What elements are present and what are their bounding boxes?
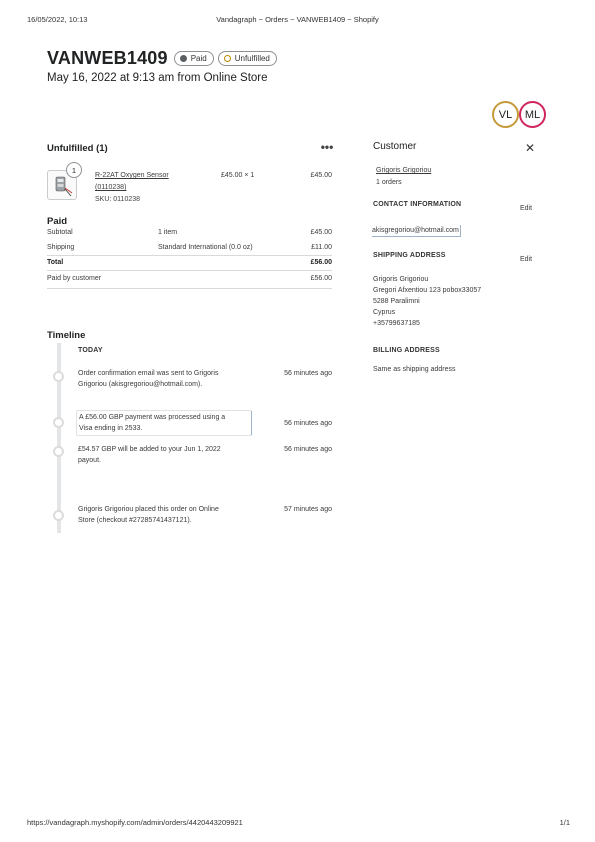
status-ring-icon bbox=[224, 55, 231, 62]
divider bbox=[47, 270, 332, 271]
product-line-total: £45.00 bbox=[310, 172, 332, 179]
product-price-quantity: £45.00 × 1 bbox=[221, 172, 255, 179]
avatar-initials: ML bbox=[524, 108, 541, 121]
timeline-event-line: Order confirmation email was sent to Grigoris bbox=[78, 370, 219, 377]
address-line: Grigoris Grigoriou bbox=[373, 276, 429, 283]
timeline-dot bbox=[53, 446, 64, 457]
address-line: 5288 Paralimni bbox=[373, 298, 420, 305]
subtotal-detail: 1 item bbox=[158, 229, 178, 236]
timeline-heading: Timeline bbox=[47, 330, 86, 341]
timeline-event-line: Store (checkout #27285741437121). bbox=[78, 517, 192, 524]
paid-by-customer-amount: £56.00 bbox=[310, 275, 332, 282]
shipping-amount: £11.00 bbox=[311, 244, 332, 251]
address-line: +35799637185 bbox=[373, 320, 420, 327]
fulfillment-status-label: Unfulfilled bbox=[234, 54, 270, 63]
contact-edit-link[interactable]: Edit bbox=[520, 205, 533, 212]
divider bbox=[47, 255, 332, 256]
divider bbox=[47, 288, 332, 289]
subtotal-label: Subtotal bbox=[47, 229, 73, 236]
timeline-event-line: A £56.00 GBP payment was processed using a bbox=[79, 414, 226, 421]
address-line: Gregori Afxentiou 123 pobox33057 bbox=[373, 287, 482, 294]
shipping-address-block bbox=[373, 274, 481, 329]
shipping-address-heading: SHIPPING ADDRESS bbox=[373, 252, 446, 259]
total-label: Total bbox=[47, 259, 64, 266]
timeline-event-line: Grigoris Grigoriou placed this order on Online bbox=[78, 506, 219, 513]
subtotal-amount: £45.00 bbox=[310, 229, 332, 236]
avatar[interactable] bbox=[519, 101, 546, 128]
shipping-label: Shipping bbox=[47, 244, 75, 251]
avatar[interactable] bbox=[492, 101, 519, 128]
customer-name-link[interactable]: Grigoris Grigoriou bbox=[376, 167, 432, 174]
timeline-event-time: 56 minutes ago bbox=[284, 446, 332, 453]
ellipsis-icon[interactable]: ••• bbox=[320, 140, 334, 154]
close-icon[interactable]: ✕ bbox=[524, 140, 536, 155]
timeline-dot bbox=[53, 510, 64, 521]
product-name-link[interactable]: R-22AT Oxygen Sensor bbox=[95, 172, 169, 179]
unfulfilled-heading: Unfulfilled (1) bbox=[47, 143, 108, 154]
print-datetime: 16/05/2022, 10:13 bbox=[27, 15, 88, 24]
payment-status-label: Paid bbox=[190, 54, 207, 63]
payment-status-badge bbox=[174, 51, 214, 66]
customer-email-link[interactable]: akisgregoriou@hotmail.com bbox=[372, 225, 461, 237]
order-subtitle: May 16, 2022 at 9:13 am from Online Store bbox=[47, 72, 268, 84]
timeline-event-line: Visa ending in 2533. bbox=[79, 425, 143, 432]
billing-address-heading: BILLING ADDRESS bbox=[373, 347, 440, 354]
print-page-number: 1/1 bbox=[559, 818, 570, 827]
fulfillment-status-badge bbox=[218, 51, 277, 66]
timeline-event-time: 56 minutes ago bbox=[284, 370, 332, 377]
timeline-day-label: TODAY bbox=[78, 347, 103, 354]
order-title-row bbox=[47, 48, 277, 69]
product-code-link[interactable]: (0110238) bbox=[95, 184, 127, 191]
timeline-event-time: 57 minutes ago bbox=[284, 506, 332, 513]
timeline-event-line: Grigoriou (akisgregoriou@hotmail.com). bbox=[78, 381, 203, 388]
print-page-title: Vandagraph ~ Orders ~ VANWEB1409 ~ Shopify bbox=[216, 15, 379, 24]
timeline-event-line: payout. bbox=[78, 457, 101, 464]
avatar-initials: VL bbox=[498, 108, 513, 121]
timeline-dot bbox=[53, 417, 64, 428]
shipping-edit-link[interactable]: Edit bbox=[520, 256, 533, 263]
product-sku: SKU: 0110238 bbox=[95, 196, 141, 203]
order-number: VANWEB1409 bbox=[47, 48, 168, 68]
paid-heading: Paid bbox=[47, 216, 68, 227]
timeline-event-text bbox=[78, 504, 219, 526]
shipping-detail: Standard International (0.0 oz) bbox=[158, 244, 253, 251]
customer-heading: Customer bbox=[373, 141, 417, 152]
contact-information-heading: CONTACT INFORMATION bbox=[373, 201, 462, 208]
timeline-event-text bbox=[78, 444, 221, 466]
paid-by-customer-label: Paid by customer bbox=[47, 275, 102, 282]
status-dot-icon bbox=[180, 55, 187, 62]
timeline-event-payment[interactable] bbox=[76, 410, 252, 436]
quantity-badge: 1 bbox=[66, 162, 82, 178]
billing-address-text: Same as shipping address bbox=[373, 366, 456, 373]
address-line: Cyprus bbox=[373, 309, 396, 316]
timeline-event-time: 56 minutes ago bbox=[284, 420, 332, 427]
timeline-event-text bbox=[78, 368, 218, 390]
customer-orders-count: 1 orders bbox=[376, 179, 402, 186]
print-url: https://vandagraph.myshopify.com/admin/orders/4420443209921 bbox=[27, 818, 243, 827]
timeline-event-line: £54.57 GBP will be added to your Jun 1, 2022 bbox=[78, 446, 221, 453]
total-amount: £56.00 bbox=[310, 259, 332, 266]
timeline-dot bbox=[53, 371, 64, 382]
